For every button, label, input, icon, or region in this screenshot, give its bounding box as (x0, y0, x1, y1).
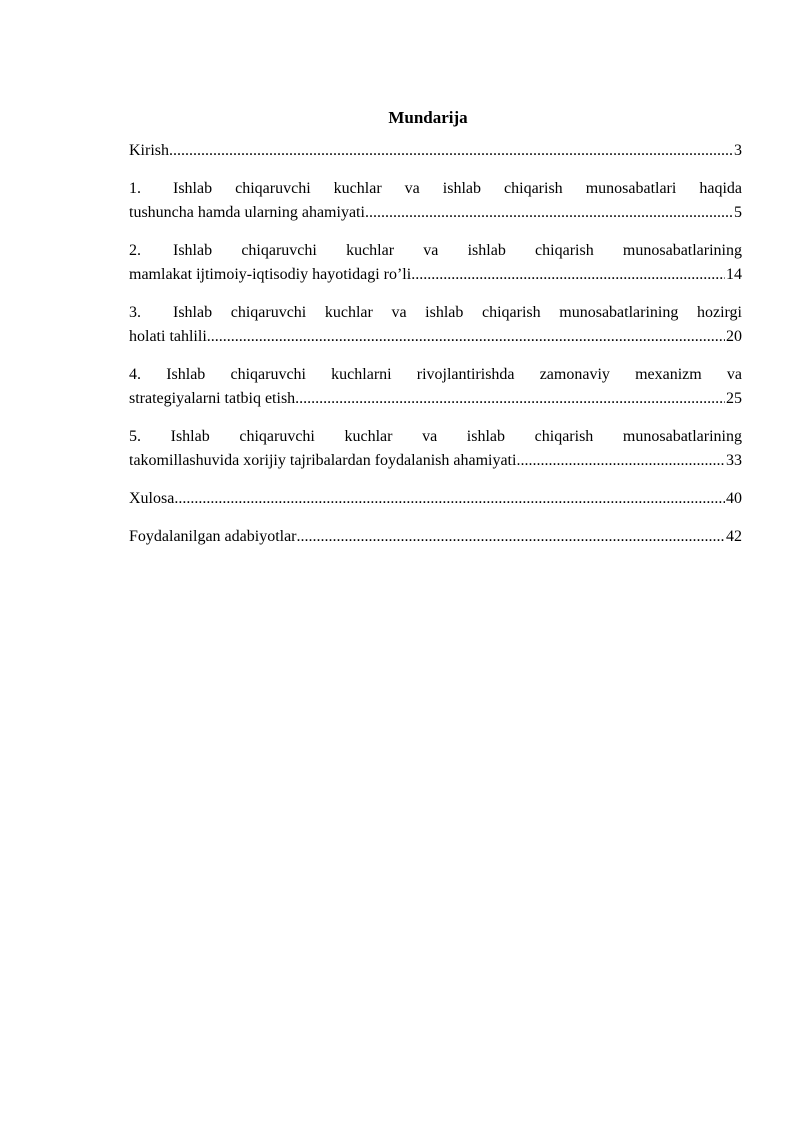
toc-entry-first-line (129, 301, 742, 325)
dot-leader (365, 201, 733, 225)
toc-entry-title: Foydalanilgan adabiyotlar (129, 528, 297, 545)
toc-title: Mundarija (388, 108, 468, 127)
toc-page-number: 5 (734, 204, 742, 221)
toc-entry-title: Xulosa (129, 490, 175, 507)
toc-page-number: 33 (726, 452, 742, 469)
toc-entry-line (129, 201, 742, 225)
toc-entry-line (129, 449, 742, 473)
toc-entry-title: Ishlab chiqaruvchi kuchlar va ishlab chiqarish munosabatlarining (170, 428, 743, 445)
toc-page-number: 20 (726, 328, 742, 345)
toc-entry-line (129, 263, 742, 287)
toc-page-number: 3 (734, 142, 742, 159)
toc-entry-1[interactable] (129, 177, 742, 225)
table-of-contents (129, 139, 742, 563)
toc-entry-kirish[interactable] (129, 139, 742, 163)
toc-entry-adabiyotlar[interactable] (129, 525, 742, 549)
toc-entry-first-line (129, 363, 742, 387)
toc-entry-line (129, 487, 742, 511)
toc-entry-title: Kirish (129, 142, 169, 159)
toc-entry-number: 3. (129, 304, 141, 321)
dot-leader (207, 325, 725, 349)
toc-entry-xulosa[interactable] (129, 487, 742, 511)
toc-entry-line (129, 387, 742, 411)
toc-entry-title-continued: strategiyalarni tatbiq etish (129, 390, 296, 407)
toc-entry-title-continued: takomillashuvida xorijiy tajribalardan foydalanish ahamiyati (129, 452, 517, 469)
toc-entry-line (129, 325, 742, 349)
toc-entry-number: 5. (129, 428, 141, 445)
toc-entry-5[interactable] (129, 425, 742, 473)
toc-entry-title: Ishlab chiqaruvchi kuchlar va ishlab chiqarish munosabatlarining (173, 242, 742, 259)
toc-entry-4[interactable] (129, 363, 742, 411)
dot-leader (174, 487, 725, 511)
toc-entry-title-continued: holati tahlili (129, 328, 207, 345)
dot-leader (297, 525, 725, 549)
toc-entry-title: Ishlab chiqaruvchi kuchlarni rivojlantirishda zamonaviy mexanizm va (166, 366, 743, 383)
toc-entry-number: 4. (129, 366, 141, 383)
toc-page-number: 14 (726, 266, 742, 283)
dot-leader (516, 449, 725, 473)
toc-entry-title: Ishlab chiqaruvchi kuchlar va ishlab chiqarish munosabatlarining hozirgi (173, 304, 742, 321)
toc-entry-line (129, 139, 742, 163)
toc-entry-first-line (129, 239, 742, 263)
dot-leader (169, 139, 733, 163)
toc-entry-3[interactable] (129, 301, 742, 349)
toc-entry-number: 2. (129, 242, 141, 259)
toc-entry-first-line (129, 177, 742, 201)
dot-leader (411, 263, 725, 287)
toc-entry-title-continued: mamlakat ijtimoiy-iqtisodiy hayotidagi ro’li (129, 266, 412, 283)
toc-page-number: 40 (726, 490, 742, 507)
toc-entry-line (129, 525, 742, 549)
dot-leader (295, 387, 725, 411)
toc-entry-first-line (129, 425, 742, 449)
toc-entry-2[interactable] (129, 239, 742, 287)
toc-entry-title: Ishlab chiqaruvchi kuchlar va ishlab chiqarish munosabatlari haqida (173, 180, 742, 197)
toc-entry-title-continued: tushuncha hamda ularning ahamiyati (129, 204, 365, 221)
toc-page-number: 42 (726, 528, 742, 545)
toc-page-number: 25 (726, 390, 742, 407)
toc-entry-number: 1. (129, 180, 141, 197)
